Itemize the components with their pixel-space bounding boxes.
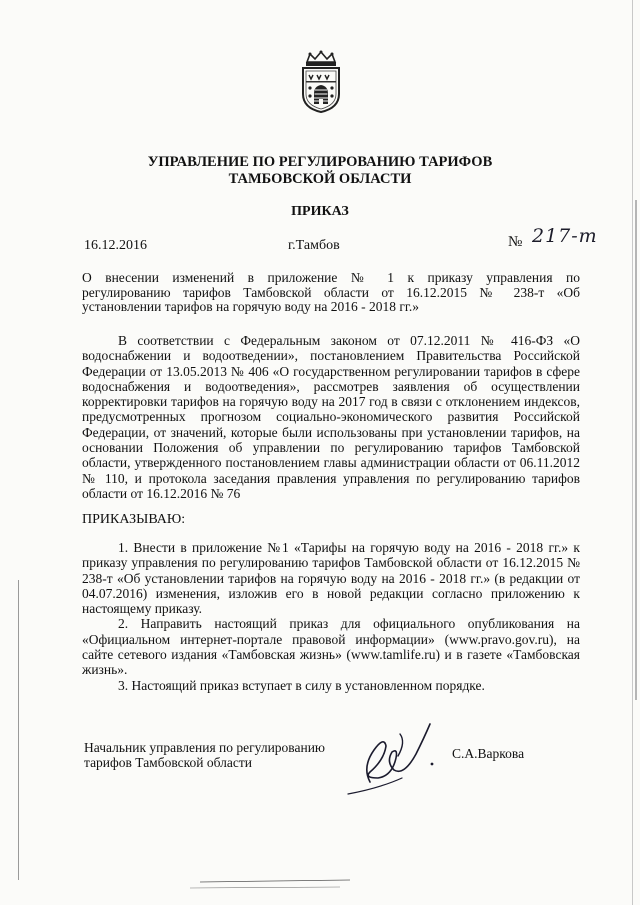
order-item: 3. Настоящий приказ вступает в силу в установленном порядке. — [118, 677, 485, 693]
handwritten-signature-icon — [340, 712, 450, 802]
document-type-title: ПРИКАЗ — [291, 204, 349, 219]
order-number-handwritten: 217-т — [532, 225, 598, 247]
order-item: 1. Внести в приложение №1 «Тарифы на горячую воду на 2016 - 2018 гг.» к приказу управления по регулированию тарифов Тамбовской области от 16.12.2015 № 238-т «Об установлении тарифов на горячую воду на 2016 - 2018 гг.» (в редакции от 04.07.2016) изменения, изложив его в новой редакции согласно приложению к настоящему приказу. — [82, 540, 580, 617]
preamble-text: В соответствии с Федеральным законом от 07.12.2011 № 416-ФЗ «О водоснабжении и водоотведении», постановлением Правительства Российской Федерации от 13.05.2013 № 406 «О государственном регулировании тарифов в сфере водоснабжения и водоотведения», рассмотрев заявления об осуществлении корректировки тарифов на горячую воду на 2017 год в связи с отклонением индексов, предусмотренных прогнозом социально-экономического развития Российской Федерации, от значений, которые были использованы при установлении тарифов, на основании Положения об управлении по регулированию тарифов Тамбовской области, утвержденного постановлением главы администрации области от 06.11.2012 № 110, и протокола заседания правления управления по регулированию тарифов области от 16.12.2016 № 76 — [82, 333, 580, 501]
signatory-position — [84, 740, 325, 770]
order-items — [82, 540, 580, 693]
subject-line: О внесении изменений в приложение № 1 к приказу управления по — [82, 270, 580, 285]
organization-name-line2: ТАМБОВСКОЙ ОБЛАСТИ — [228, 171, 412, 187]
footer-scan-lines — [190, 874, 360, 894]
order-city: г.Тамбов — [288, 238, 340, 253]
order-number-label: № — [508, 234, 523, 250]
subject-line: установлении тарифов на горячую воду на 2016 - 2018 гг.» — [82, 299, 420, 314]
organization-name-line1: УПРАВЛЕНИЕ ПО РЕГУЛИРОВАНИЮ ТАРИФОВ — [147, 154, 493, 170]
signatory-position-line: тарифов Тамбовской области — [84, 755, 252, 770]
scan-artifact-line — [18, 580, 20, 880]
preamble — [82, 333, 580, 501]
subject-line: регулированию тарифов Тамбовской области от 16.12.2015 № 238-т «Об — [82, 284, 580, 300]
order-item: 2. Направить настоящий приказ для официального опубликования на «Официальном интернет-портале правовой информации» (www.pravo.gov.ru), на сайте сетевого издания «Тамбовская жизнь» (www.tamlife.ru) и в газете «Тамбовская жизнь». — [82, 616, 580, 678]
signatory-name: С.А.Варкова — [452, 746, 525, 761]
order-date: 16.12.2016 — [84, 238, 147, 253]
command-word: ПРИКАЗЫВАЮ: — [82, 512, 186, 527]
signatory-position-line: Начальник управления по регулированию — [84, 740, 326, 755]
scan-edge-shadow — [626, 0, 638, 905]
coat-of-arms-icon — [297, 50, 345, 114]
order-subject — [82, 271, 580, 315]
